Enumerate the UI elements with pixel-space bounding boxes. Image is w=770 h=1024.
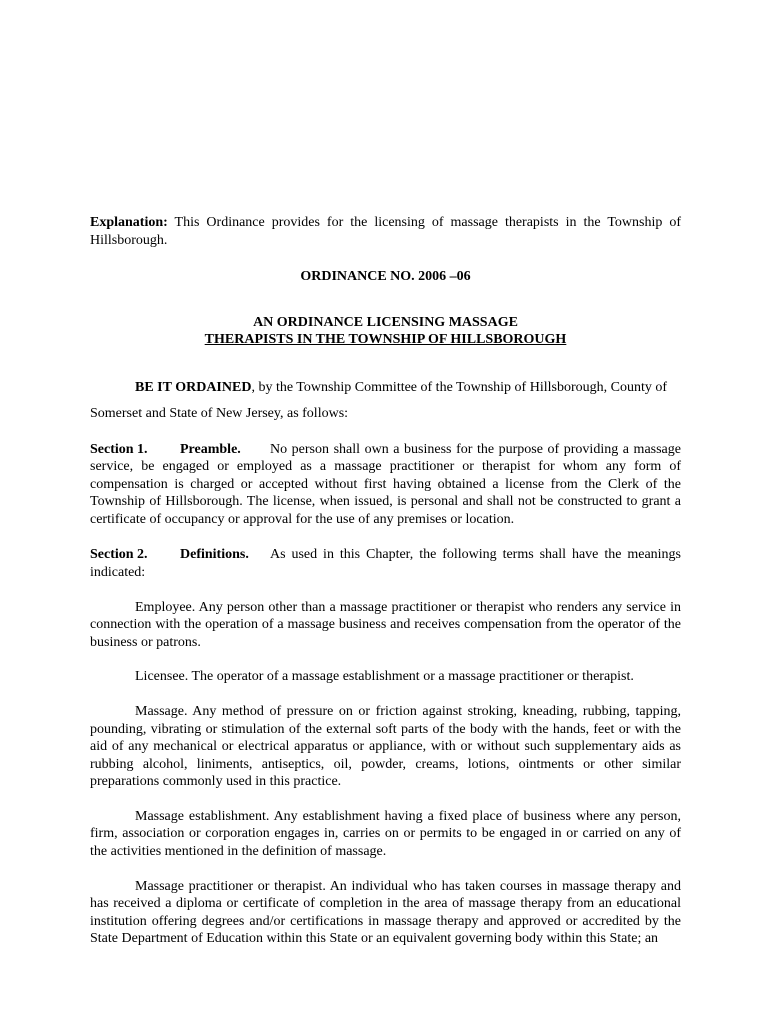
ordained-text-line1: , by the Township Committee of the Township of Hillsborough, County of xyxy=(251,379,668,395)
document-page xyxy=(90,214,681,965)
section-1-text: No person shall own a business for the purpose of providing a massage service, be engaged or employed as a massage practitioner or therapist for whom any form of compensation is charged or accepted without first having obtained a license from the Clerk of the Township of Hillsborough. The license, when issued, is personal and shall not be constructed to grant a certificate of occupancy or approval for the use of any premises or location. xyxy=(90,441,681,527)
ordinance-title xyxy=(90,314,681,349)
explanation-text: This Ordinance provides for the licensing of massage therapists in the Township of Hillsborough. xyxy=(90,215,681,248)
section-1-number: Section 1. xyxy=(90,441,148,457)
ordained-continuation: Somerset and State of New Jersey, as follows: xyxy=(90,405,349,421)
section-2-text: As used in this Chapter, the following terms shall have the meanings indicated: xyxy=(90,546,681,580)
section-1-heading: Preamble. xyxy=(180,441,241,457)
definition-licensee: Licensee. The operator of a massage establishment or a massage practitioner or therapist. xyxy=(135,669,634,685)
definition-massage-practitioner: Massage practitioner or therapist. An individual who has taken courses in massage therapy and has received a diploma or certificate of completion in the area of massage therapy from an educational institution offering degrees and/or certifications in massage therapy and approved or accredited by the State Department of Education within this State or an equivalent governing body within this State; an xyxy=(90,878,681,947)
definition-employee: Employee. Any person other than a massage practitioner or therapist who renders any service in connection with the operation of a massage business and receives compensation from the operator of the business or patrons. xyxy=(90,599,681,650)
section-1 xyxy=(90,441,681,529)
explanation-paragraph xyxy=(90,214,681,249)
definition-massage-establishment: Massage establishment. Any establishment having a fixed place of business where any person, firm, association or corporation engages in, carries on or permits to be engaged in or carried on any of the activities mentioned in the definition of massage. xyxy=(90,808,681,860)
section-2-heading: Definitions. xyxy=(180,546,249,562)
section-2-number: Section 2. xyxy=(90,546,148,562)
title-line-2: THERAPISTS IN THE TOWNSHIP OF HILLSBOROUGH xyxy=(204,332,567,348)
explanation-label: Explanation: xyxy=(90,215,168,230)
ordained-paragraph xyxy=(90,370,681,405)
ordinance-number: ORDINANCE NO. 2006 –06 xyxy=(300,269,471,285)
definition-massage: Massage. Any method of pressure on or friction against stroking, kneading, rubbing, tapping, pounding, vibrating or stimulation of the external soft parts of the body with the hands, feet or with the aid of any mechanical or electrical apparatus or appliance, with or without such supplementary aids as rubbing alcohol, liniments, antiseptics, oil, powder, creams, lotions, ointments or other similar preparations commonly used in this practice. xyxy=(90,703,681,790)
title-line-1: AN ORDINANCE LICENSING MASSAGE xyxy=(253,314,518,330)
section-2 xyxy=(90,546,681,582)
ordained-label: BE IT ORDAINED xyxy=(135,379,252,395)
